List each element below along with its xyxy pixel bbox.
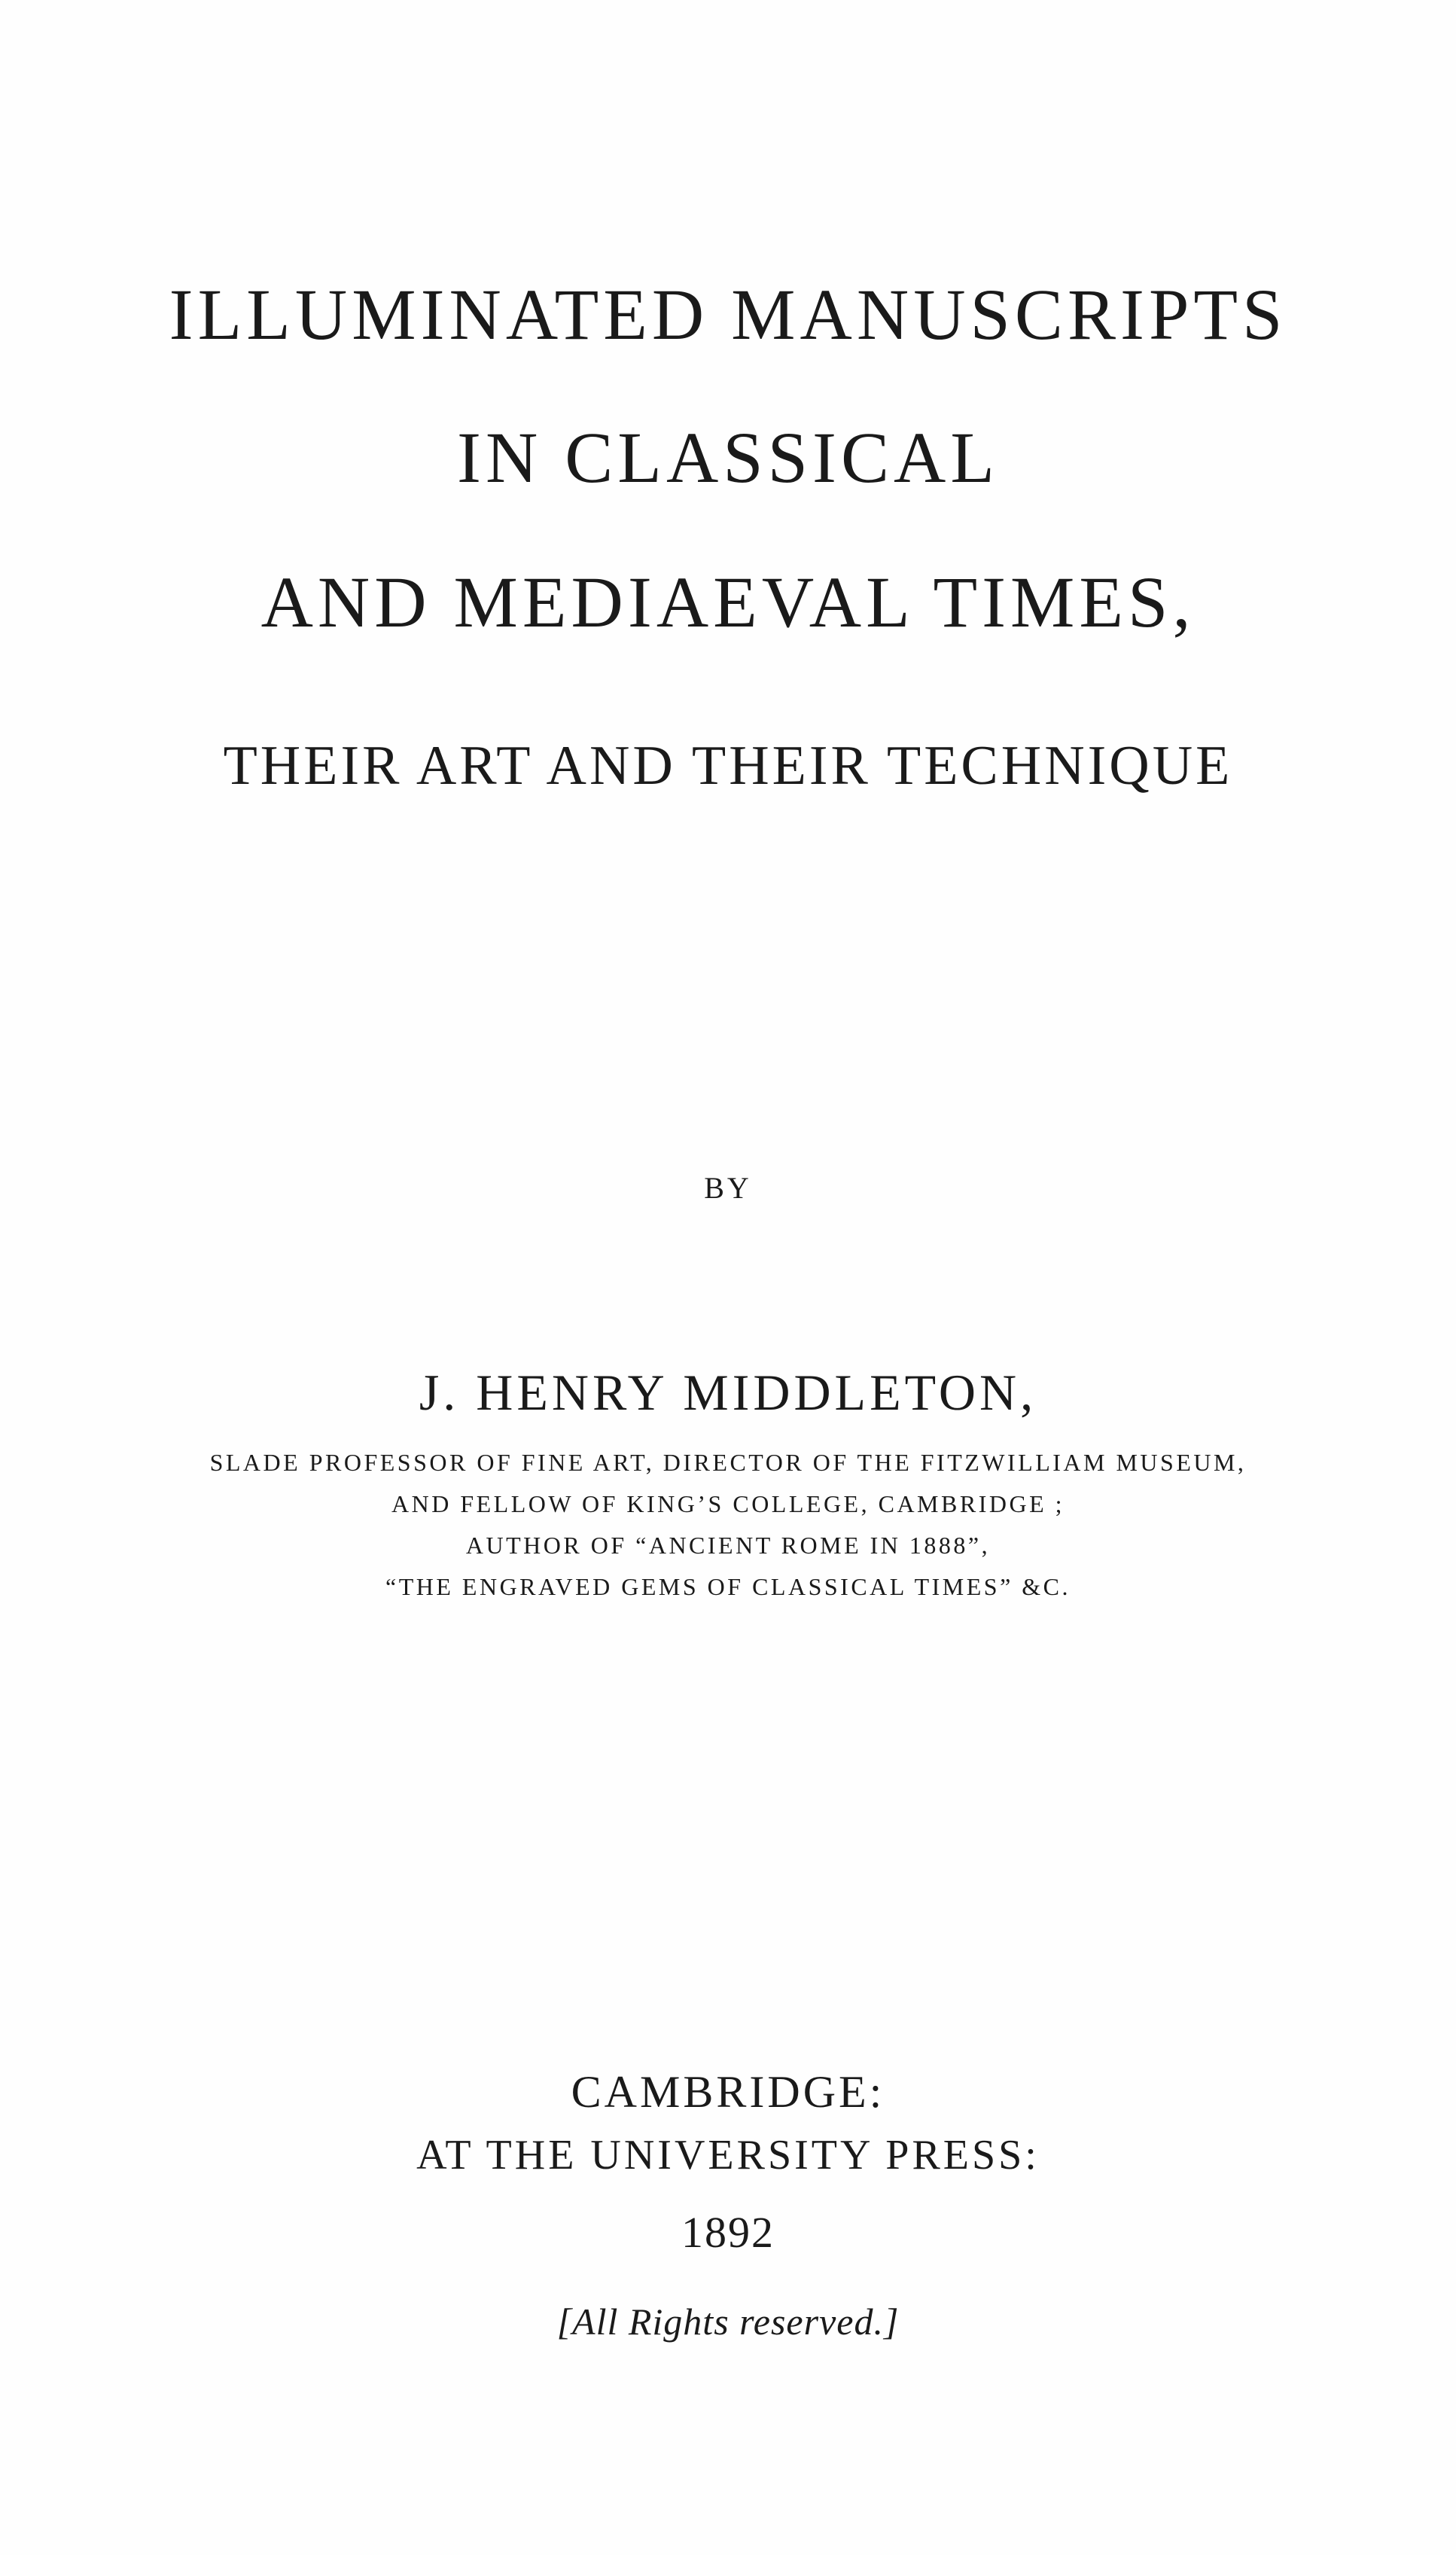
title-line-3: AND MEDIAEVAL TIMES, [260, 562, 1196, 642]
title-line-2: IN CLASSICAL [456, 417, 1000, 498]
imprint-place: CAMBRIDGE: [571, 2067, 885, 2117]
title-line-1: ILLUMINATED MANUSCRIPTS [169, 274, 1287, 355]
imprint-press: AT THE UNIVERSITY PRESS: [416, 2132, 1040, 2178]
credential-line-1: SLADE PROFESSOR OF FINE ART, DIRECTOR OF THE FITZWILLIAM MUSEUM, [209, 1449, 1247, 1476]
imprint-year: 1892 [681, 2208, 775, 2257]
author-name: J. HENRY MIDDLETON, [419, 1364, 1037, 1421]
credential-line-3: AUTHOR OF “ANCIENT ROME IN 1888”, [465, 1532, 991, 1559]
credential-line-2: AND FELLOW OF KING’S COLLEGE, CAMBRIDGE ; [391, 1490, 1065, 1517]
subtitle: THEIR ART AND THEIR TECHNIQUE [223, 735, 1233, 797]
by-label: BY [704, 1171, 752, 1205]
credential-line-4: “THE ENGRAVED GEMS OF CLASSICAL TIMES” &C. [385, 1573, 1071, 1600]
rights-notice: [All Rights reserved.] [556, 2300, 900, 2343]
